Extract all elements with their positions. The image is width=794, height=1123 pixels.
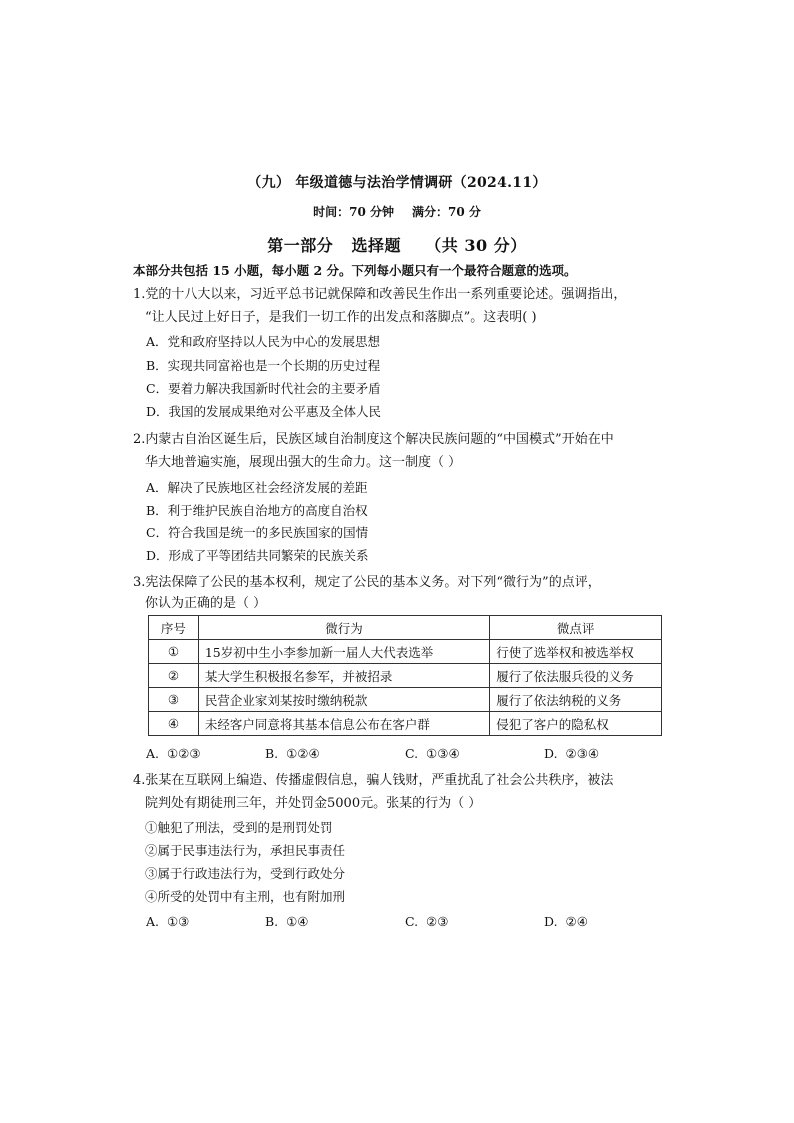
table-cell-comment: 履行了依法纳税的义务 bbox=[490, 688, 662, 712]
q3-choice-a: A. ①②③ bbox=[146, 746, 201, 761]
q1-option-d: D．我国的发展成果绝对公平惠及全体人民 bbox=[146, 404, 382, 419]
q2-option-a: A．解决了民族地区社会经济发展的差距 bbox=[146, 480, 368, 495]
q2-option-b: B．利于维护民族自治地方的高度自治权 bbox=[146, 503, 368, 518]
q4-stem-line2: 院判处有期徒刑三年，并处罚金5000元。张某的行为（ ） bbox=[145, 796, 482, 811]
q3-stem-line2: 你认为正确的是（ ） bbox=[145, 596, 267, 611]
q2-option-d: D．形成了平等团结共同繁荣的民族关系 bbox=[146, 548, 369, 563]
table-cell-action: 民营企业家刘某按时缴纳税款 bbox=[198, 688, 489, 712]
q3-choice-d: D. ②③④ bbox=[544, 746, 600, 761]
q3-choices bbox=[146, 746, 626, 764]
table-cell-number: ② bbox=[149, 664, 199, 688]
q2-stem-line2: 华大地普遍实施，展现出强大的生命力。这一制度（ ） bbox=[145, 455, 462, 470]
table-row bbox=[149, 640, 662, 664]
q1-option-a: A．党和政府坚持以人民为中心的发展思想 bbox=[146, 334, 381, 349]
q3-choice-b: B. ①②④ bbox=[265, 746, 320, 761]
table-row bbox=[149, 712, 662, 736]
table-cell-comment: 行使了选举权和被选举权 bbox=[490, 640, 662, 664]
table-cell-comment: 侵犯了客户的隐私权 bbox=[490, 712, 662, 736]
table-header-row bbox=[149, 616, 662, 640]
q4-choice-c: C. ②③ bbox=[405, 914, 449, 929]
table-header-number: 序号 bbox=[149, 616, 199, 640]
q3-choice-c: C. ①③④ bbox=[405, 746, 460, 761]
table-cell-action: 某大学生积极报名参军，并被招录 bbox=[198, 664, 489, 688]
q4-stem-line1: 4.张某在互联网上编造、传播虚假信息，骗人钱财，严重扰乱了社会公共秩序，被法 bbox=[133, 773, 614, 788]
exam-time: 时间：70 分钟 bbox=[313, 205, 394, 219]
q1-stem-line2: “让人民过上好日子，是我们一切工作的出发点和落脚点”。这表明( ) bbox=[145, 310, 537, 325]
q4-choice-b: B. ①④ bbox=[265, 914, 309, 929]
table-cell-number: ① bbox=[149, 640, 199, 664]
q1-option-b: B．实现共同富裕也是一个长期的历史过程 bbox=[146, 358, 381, 373]
q3-behavior-table bbox=[148, 615, 662, 736]
table-cell-number: ③ bbox=[149, 688, 199, 712]
q4-choices bbox=[146, 914, 626, 932]
q1-option-c: C．要着力解决我国新时代社会的主要矛盾 bbox=[146, 381, 381, 396]
table-cell-number: ④ bbox=[149, 712, 199, 736]
table-cell-action: 未经客户同意将其基本信息公布在客户群 bbox=[198, 712, 489, 736]
table-row bbox=[149, 688, 662, 712]
q3-stem-line1: 3.宪法保障了公民的基本权利，规定了公民的基本义务。对下列“微行为”的点评， bbox=[133, 575, 601, 590]
q4-statement-4: ④所受的处罚中有主刑，也有附加刑 bbox=[145, 889, 346, 904]
q2-stem-line1: 2.内蒙古自治区诞生后，民族区域自治制度这个解决民族问题的“中国模式”开始在中 bbox=[133, 432, 614, 447]
exam-title: （九） 年级道德与法治学情调研（2024.11） bbox=[247, 175, 547, 191]
q4-statement-2: ②属于民事违法行为，承担民事责任 bbox=[145, 843, 346, 858]
exam-score: 满分：70 分 bbox=[412, 205, 481, 219]
q1-stem-line1: 1.党的十八大以来，习近平总书记就保障和改善民生作出一系列重要论述。强调指出， bbox=[133, 287, 627, 302]
table-cell-comment: 履行了依法服兵役的义务 bbox=[490, 664, 662, 688]
table-header-comment: 微点评 bbox=[490, 616, 662, 640]
q4-choice-d: D. ②④ bbox=[544, 914, 588, 929]
section-instructions: 本部分共包括 15 小题，每小题 2 分。下列每小题只有一个最符合题意的选项。 bbox=[133, 263, 577, 278]
table-row bbox=[149, 664, 662, 688]
table-header-action: 微行为 bbox=[198, 616, 489, 640]
table-cell-action: 15岁初中生小李参加新一届人大代表选举 bbox=[198, 640, 489, 664]
q4-choice-a: A. ①③ bbox=[146, 914, 190, 929]
q4-statement-1: ①触犯了刑法，受到的是刑罚处罚 bbox=[145, 820, 333, 835]
section-title: 第一部分 选择题 （共 30 分） bbox=[267, 236, 527, 255]
q2-option-c: C．符合我国是统一的多民族国家的国情 bbox=[146, 525, 369, 540]
exam-subtitle bbox=[0, 203, 794, 220]
q4-statement-3: ③属于行政违法行为，受到行政处分 bbox=[145, 866, 346, 881]
